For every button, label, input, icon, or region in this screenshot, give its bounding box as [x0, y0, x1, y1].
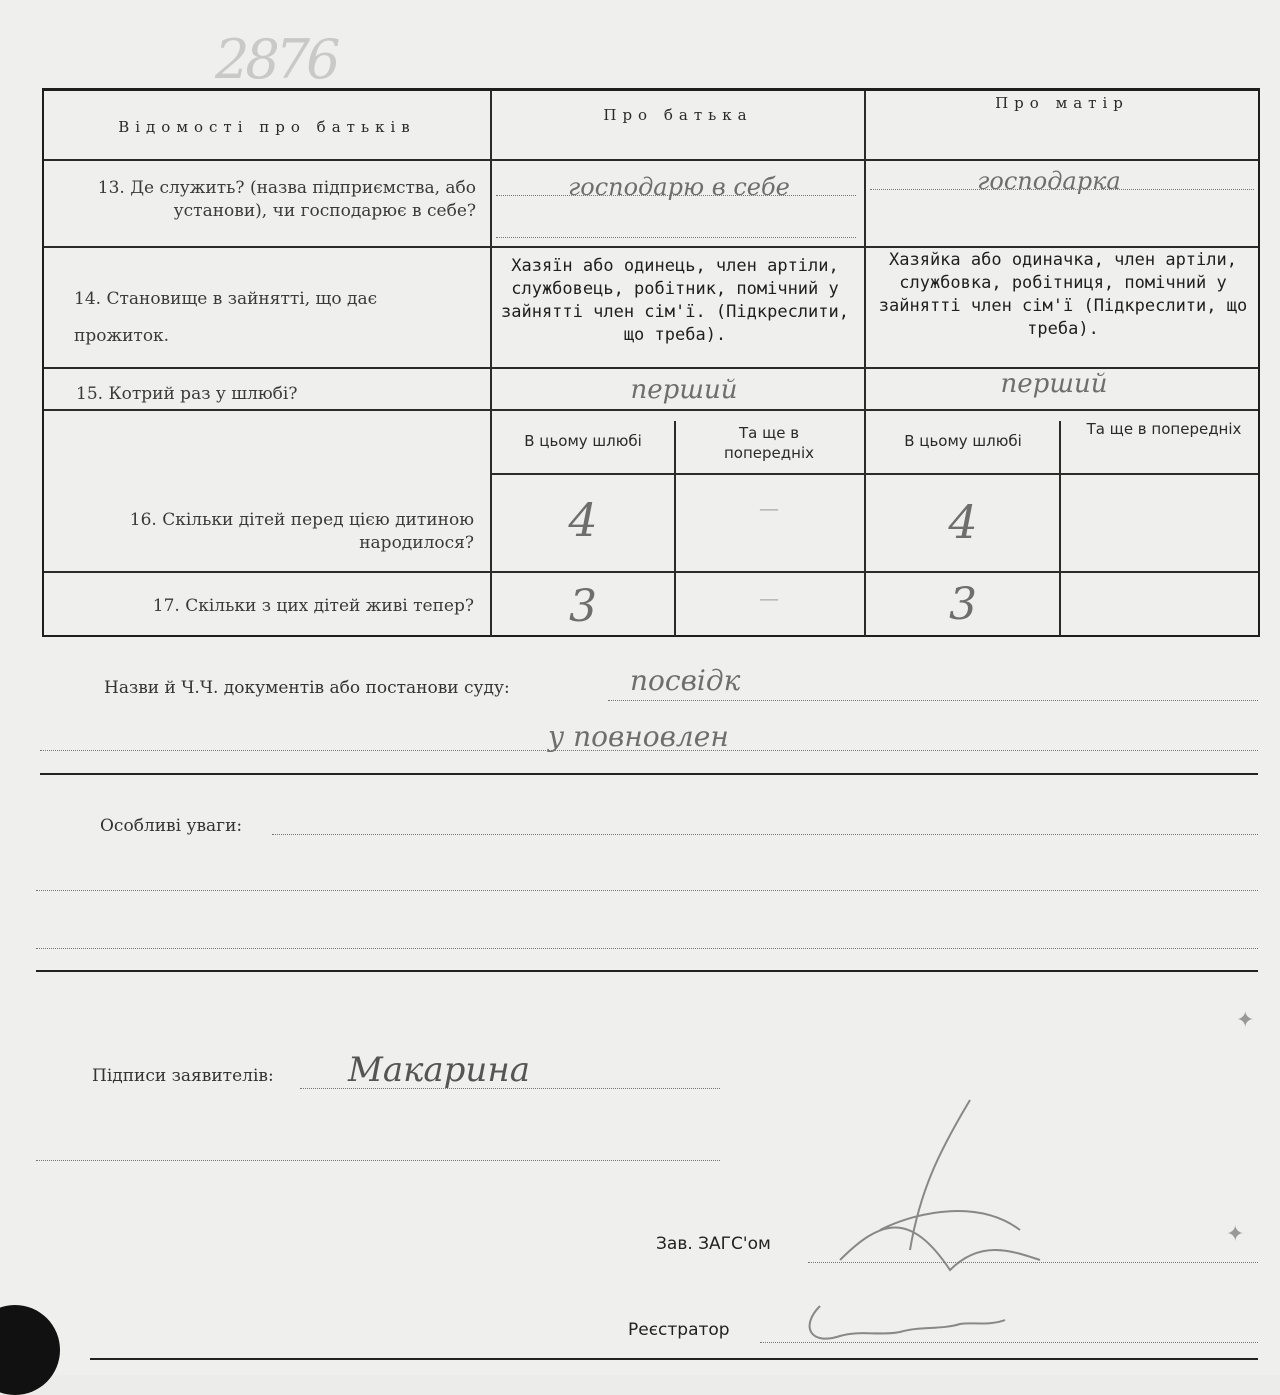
subheader-father-previous: Та ще в попередніх [724, 424, 814, 463]
ink-mark-icon-2: ✦ [1226, 1222, 1245, 1247]
subheader-mother-previous: Та ще в попередніх [1086, 420, 1242, 438]
row14-mother-options: Хазяйка або одиначка, член артіли, службовка, робітниця, помічний у зайнятті член сім'ї (Підкреслити, що треба). [878, 250, 1248, 339]
header-father: Про батька [603, 106, 753, 124]
row15-mother-answer: перший [1000, 369, 1108, 399]
row17-mother-this: 3 [949, 579, 977, 630]
row16-question: 16. Скільки дітей перед цією дитиною народилося? [129, 510, 474, 553]
registrar-signature-scribble [780, 1296, 1020, 1356]
row16-father-prev: — [759, 496, 779, 520]
remarks-label: Особливі уваги: [100, 816, 243, 836]
documents-value-line1: посвідк [630, 664, 741, 697]
pencil-archive-number: 2876 [215, 28, 337, 91]
row17-father-this: 3 [569, 581, 597, 632]
row16-father-this: 4 [568, 493, 598, 547]
row17-father-prev: — [759, 586, 779, 610]
registrar-label: Реєстратор [628, 1320, 730, 1340]
row17-question: 17. Скільки з цих дітей живі тепер? [152, 596, 474, 616]
zags-signature-scribble [820, 1090, 1060, 1290]
subheader-mother-this-marriage: В цьому шлюбі [904, 432, 1022, 450]
row13-question: 13. Де служить? (назва підприємства, або установи), чи господарює в себе? [97, 178, 476, 221]
subheader-father-this-marriage: В цьому шлюбі [524, 432, 642, 450]
applicants-signature-value: Макарина [348, 1050, 530, 1090]
header-parents-info: Відомості про батьків [118, 118, 416, 136]
row14-question: 14. Становище в зайнятті, що дає прожиток. [74, 289, 378, 347]
zags-label: Зав. ЗАГС'ом [656, 1234, 771, 1254]
corner-shadow [0, 1305, 60, 1395]
row15-father-answer: перший [630, 375, 738, 405]
row13-mother-answer: господарка [977, 167, 1121, 195]
row15-question: 15. Котрий раз у шлюбі? [76, 384, 298, 404]
row13-father-answer: господарю в себе [568, 173, 790, 201]
row14-father-options: Хазяїн або одинець, член артіли, службовець, робітник, помічний у зайнятті член сім'ї. (Підкреслити, що треба). [501, 256, 849, 345]
header-mother: Про матір [995, 94, 1129, 112]
documents-label: Назви й Ч.Ч. документів або постанови суду: [104, 678, 510, 698]
ink-mark-icon: ✦ [1236, 1008, 1255, 1033]
parents-info-table [42, 88, 1260, 637]
applicants-signature-label: Підписи заявителів: [92, 1066, 274, 1086]
documents-value-line2: у повновлен [548, 720, 729, 753]
row16-mother-this: 4 [948, 495, 978, 549]
